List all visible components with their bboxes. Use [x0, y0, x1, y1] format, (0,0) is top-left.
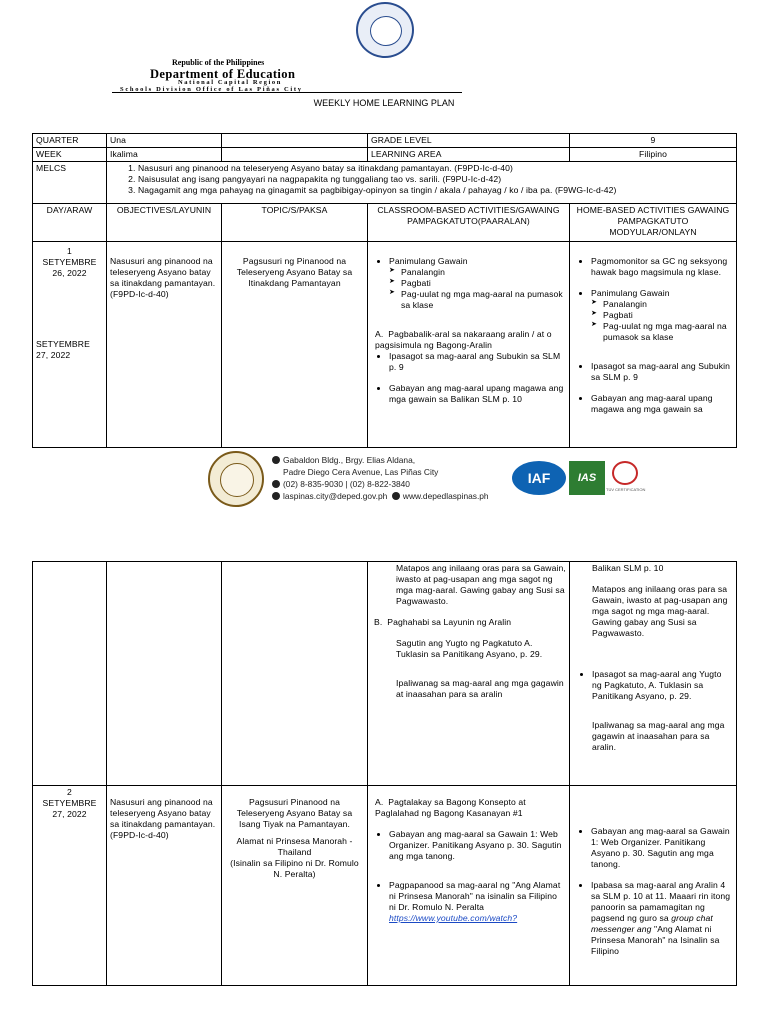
day-number: 1: [67, 246, 72, 256]
day-number: 2: [67, 787, 72, 797]
learning-plan-table-2: [32, 561, 737, 986]
grade-label: GRADE LEVEL: [368, 134, 570, 148]
plan-title: WEEKLY HOME LEARNING PLAN: [313, 98, 455, 108]
day-date: SETYEMBRE 27, 2022: [42, 798, 97, 819]
email-link[interactable]: laspinas.city@deped.gov.ph: [283, 491, 388, 501]
table-row: 1 SETYEMBRE 26, 2022 SETYEMBRE 27, 2022 Nasusuri ang pinanood na teleseryeng Asyano batay sa itinakdang pamantayan. (F9PD-Ic-d-40) Pagsusuri ng Pinanood na Teleseryeng Asyano Batay sa Itinakdang Pamantayan • Panimulang Gawain ➤ Panalangin ➤ Pagbati ➤ Pag-uulat ng mga mag-aaral na pumasok sa klase A. Pagbabalik-aral sa nakaraang aralin / at o pagsisimula ng Bagong-Aralin • Ipasagot sa mag-aaral ang Subukin sa SLM p. 9 • Gabayan ang mag-aaral upang magawa ang mga gawain sa Balikan SLM p. 10 • Pagmomonitor sa GC ng seksyong hawak bago magsimula ng klase. • Panimulang Gawain ➤ Panalangin ➤ Pagbati ➤ Pag-uulat ng mga mag-aaral na pumasok sa klase • Ipasagot sa mag-aaral ang Subukin sa SLM p. 9 • Gabayan ang mag-aaral upang magawa ang mga gawain sa: [33, 242, 737, 448]
list-item: Pagtalakay sa Bagong Konsepto at Paglalahad ng Bagong Kasanayan #1: [375, 797, 526, 818]
class-cont-text: Matapos ang inilaang oras para sa Gawain, iwasto at pag-usapan ang mga sagot ng mga mag-aaral. Gawing gabay ang Susi sa Pagwawasto.: [396, 563, 566, 606]
youtube-link[interactable]: https://www.youtube.com/watch?: [389, 913, 518, 923]
objective-text: Nasusuri ang pinanood na teleseryeng Asyano batay sa itinakdang pamantayan.: [110, 256, 216, 288]
republic-text: Republic of the Philippines: [172, 58, 265, 67]
list-item: • Panimulang Gawain: [389, 256, 566, 267]
list-item: ➤ Pag-uulat ng mga mag-aaral na pumasok sa klase: [401, 289, 566, 311]
melcs-label: MELCS: [33, 162, 107, 204]
list-item-text: Pagpapanood sa mag-aaral ng "Ang Alamat ni Prinsesa Manorah" na isinalin sa Filipino ni Dr. Romulo N. Peralta: [389, 880, 561, 912]
melc-item: 2. Naisusulat ang isang pangyayari na nagpapakita ng tunggaliang tao vs. sarili. (F9PU-Ic-d-42): [138, 174, 733, 185]
phone-icon: [272, 480, 280, 488]
col-classroom: CLASSROOM-BASED ACTIVITIES/GAWAING PAMPAGKATUTO(PAARALAN): [368, 204, 570, 242]
week-value: Ikalima: [107, 148, 222, 162]
learning-plan-table-1: [32, 133, 737, 448]
column-header-row: [33, 204, 737, 242]
division-seal-icon: [208, 451, 264, 507]
list-item: ➤ Panalangin: [603, 299, 733, 310]
table-row: [33, 148, 737, 162]
melc-item: 3. Nagagamit ang mga pahayag na ginagamit sa pagbibigay-opinyon sa tingin / akala / pahayag / ko / iba pa. (F9WG-Ic-d-42): [138, 185, 733, 196]
area-label: LEARNING AREA: [368, 148, 570, 162]
objective-text: Nasusuri ang pinanood na teleseryeng Asyano batay sa itinakdang pamantayan.: [110, 797, 216, 829]
department-name: Department of Education: [150, 67, 296, 81]
iaf-logo: IAF: [512, 461, 566, 495]
col-home: HOME-BASED ACTIVITIES GAWAING PAMPAGKATUTO MODYULAR/ONLAYN: [570, 204, 737, 242]
list-item: ➤ Pagbati: [401, 278, 566, 289]
home-cont-2: Matapos ang inilaang oras para sa Gawain, iwasto at pag-usapan ang mga sagot ng mga mag-aaral. Gawing gabay ang Susi sa Pagwawasto.: [592, 584, 728, 638]
objective-code: (F9PD-Ic-d-40): [110, 289, 169, 299]
grade-value: 9: [570, 134, 737, 148]
table-row: [33, 134, 737, 148]
list-item: • Ipasagot sa mag-aaral ang Subukin sa SLM p. 9: [389, 351, 566, 373]
topic-credit: (Isinalin sa Filipino ni Dr. Romulo N. Peralta): [230, 858, 359, 879]
topic-text: Pagsusuri ng Pinanood na Teleseryeng Asyano Batay sa Itinakdang Pamantayan: [222, 242, 368, 448]
email-icon: [272, 492, 280, 500]
tuv-text: TÜV CERTIFICATION: [606, 487, 646, 492]
table-row: 2 SETYEMBRE 27, 2022 Nasusuri ang pinanood na teleseryeng Asyano batay sa itinakdang pamantayan. (F9PD-Ic-d-40) Pagsusuri Pinanood na Teleseryeng Asyano Batay sa Isang Tiyak na Pamantayan. Alamat ni Prinsesa Manorah -Thailand (Isinalin sa Filipino ni Dr. Romulo N. Peralta) A. Pagtalakay sa Bagong Konsepto at Paglalahad ng Bagong Kasanayan #1 • Gabayan ang mag-aaral sa Gawain 1: Web Organizer. Panitikang Asyano p. 30. Sagutin ang mga tanong. • Pagpapanood sa mag-aaral ng "Ang Alamat ni Prinsesa Manorah" na isinalin sa Filipino ni Dr. Romulo N. Peralta https://www.youtube.com/watch? • Gabayan ang mag-aaral sa Gawain 1: Web Organizer. Panitikang Asyano p. 30. Sagutin ang mga tanong. • Ipabasa sa mag-aaral ang Aralin 4 sa SLM p. 10 at 11. Maaari rin itong panoorin sa pamamagitan ng pagsend ng guro sa group chat messenger ang "Ang Alamat ni Prinsesa Manorah" na Isinalin sa Filipino: [33, 786, 737, 986]
division-text: Schools Division Office of Las Piñas City: [120, 86, 303, 93]
list-item: • Gabayan ang mag-aaral sa Gawain 1: Web Organizer. Panitikang Asyano p. 30. Sagutin ang mga tanong.: [591, 826, 733, 870]
list-item: ➤ Pag-uulat ng mga mag-aaral na pumasok sa klase: [603, 321, 733, 343]
header-rule: [112, 92, 462, 93]
quarter-value: Una: [107, 134, 222, 148]
col-objectives: OBJECTIVES/LAYUNIN: [107, 204, 222, 242]
list-item: • Pagmomonitor sa GC ng seksyong hawak bago magsimula ng klase.: [591, 256, 733, 278]
address-line-1: Gabaldon Bldg., Brgy. Elias Aldana,: [283, 455, 416, 465]
list-item: • Gabayan ang mag-aaral upang magawa ang mga gawain sa Balikan SLM p. 10: [389, 383, 566, 405]
melc-item: 1. Nasusuri ang pinanood na teleseryeng Asyano batay sa itinakdang pamantayan. (F9PD-Ic-d-40): [138, 163, 733, 174]
table-row: Matapos ang inilaang oras para sa Gawain, iwasto at pag-usapan ang mga sagot ng mga mag-aaral. Gawing gabay ang Susi sa Pagwawasto. B. Paghahabi sa Layunin ng Aralin Sagutin ang Yugto ng Pagkatuto A. Tuklasin sa Panitikang Asyano, p. 29. Ipaliwanag sa mag-aaral ang mga gagawin at inaasahan para sa aralin Balikan SLM p. 10 Matapos ang inilaang oras para sa Gawain, iwasto at pag-usapan ang mga sagot ng mga mag-aaral. Gawing gabay ang Susi sa Pagwawasto. • Ipasagot sa mag-aaral ang Yugto ng Pagkatuto, A. Tuklasin sa Panitikang Asyano, p. 29. Ipaliwanag sa mag-aaral ang mga gagawin at inaasahan para sa aralin.: [33, 562, 737, 786]
ias-logo: IAS: [569, 461, 605, 495]
list-item: • Gabayan ang mag-aaral upang magawa ang mga gawain sa: [591, 393, 733, 415]
list-item: • Ipasagot sa mag-aaral ang Subukin sa SLM p. 9: [591, 361, 733, 383]
list-item-end: "Ang Alamat ni Prinsesa Manorah" na Isinalin sa Filipino: [591, 924, 720, 956]
class-b-text: Sagutin ang Yugto ng Pagkatuto A. Tuklasin sa Panitikang Asyano, p. 29.: [396, 638, 543, 659]
list-item: • Panimulang Gawain: [591, 288, 733, 299]
col-topic: TOPIC/S/PAKSA: [222, 204, 368, 242]
tuv-logo: [612, 461, 638, 485]
web-icon: [392, 492, 400, 500]
list-item-emphasis: group chat messenger ang: [591, 913, 713, 934]
list-item: • Gabayan ang mag-aaral sa Gawain 1: Web Organizer. Panitikang Asyano p. 30. Sagutin ang mga tanong.: [389, 829, 566, 862]
home-cont-1: Balikan SLM p. 10: [592, 563, 664, 573]
col-day: DAY/ARAW: [33, 204, 107, 242]
day-date: SETYEMBRE 26, 2022: [42, 257, 97, 278]
quarter-label: QUARTER: [33, 134, 107, 148]
deped-seal-icon: [356, 2, 414, 58]
phone-text: (02) 8-835-9030 | (02) 8-822-3840: [283, 479, 410, 489]
list-item: Pagbabalik-aral sa nakaraang aralin / at o pagsisimula ng Bagong-Aralin: [375, 329, 552, 350]
region-text: National Capital Region: [178, 79, 282, 86]
topic-title: Alamat ni Prinsesa Manorah -Thailand: [236, 836, 353, 857]
address-line-2: Padre Diego Cera Avenue, Las Piñas City: [283, 467, 439, 477]
area-value: Filipino: [570, 148, 737, 162]
objective-code: (F9PD-Ic-d-40): [110, 830, 169, 840]
list-item: ➤ Panalangin: [401, 267, 566, 278]
list-item: ➤ Pagbati: [603, 310, 733, 321]
class-b-text2: Ipaliwanag sa mag-aaral ang mga gagawin at inaasahan para sa aralin: [396, 678, 564, 699]
list-item-text: Ipabasa sa mag-aaral ang Aralin 4 sa SLM p. 10 at 11. Maaari rin itong panoorin sa pamamagitan ng pagsend ng guro sa: [591, 880, 731, 923]
week-label: WEEK: [33, 148, 107, 162]
web-link[interactable]: www.depedlaspinas.ph: [402, 491, 489, 501]
day-date: SETYEMBRE 27, 2022: [36, 339, 90, 360]
table-row: [33, 162, 737, 204]
list-item: • Ipasagot sa mag-aaral ang Yugto ng Pagkatuto, A. Tuklasin sa Panitikang Asyano, p. 29.: [592, 669, 733, 702]
location-icon: [272, 456, 280, 464]
list-item: Paghahabi sa Layunin ng Aralin: [387, 617, 512, 627]
home-b2: Ipaliwanag sa mag-aaral ang mga gagawin at inaasahan para sa aralin.: [592, 720, 725, 752]
topic-text: Pagsusuri Pinanood na Teleseryeng Asyano Batay sa Isang Tiyak na Pamantayan.: [236, 797, 353, 829]
